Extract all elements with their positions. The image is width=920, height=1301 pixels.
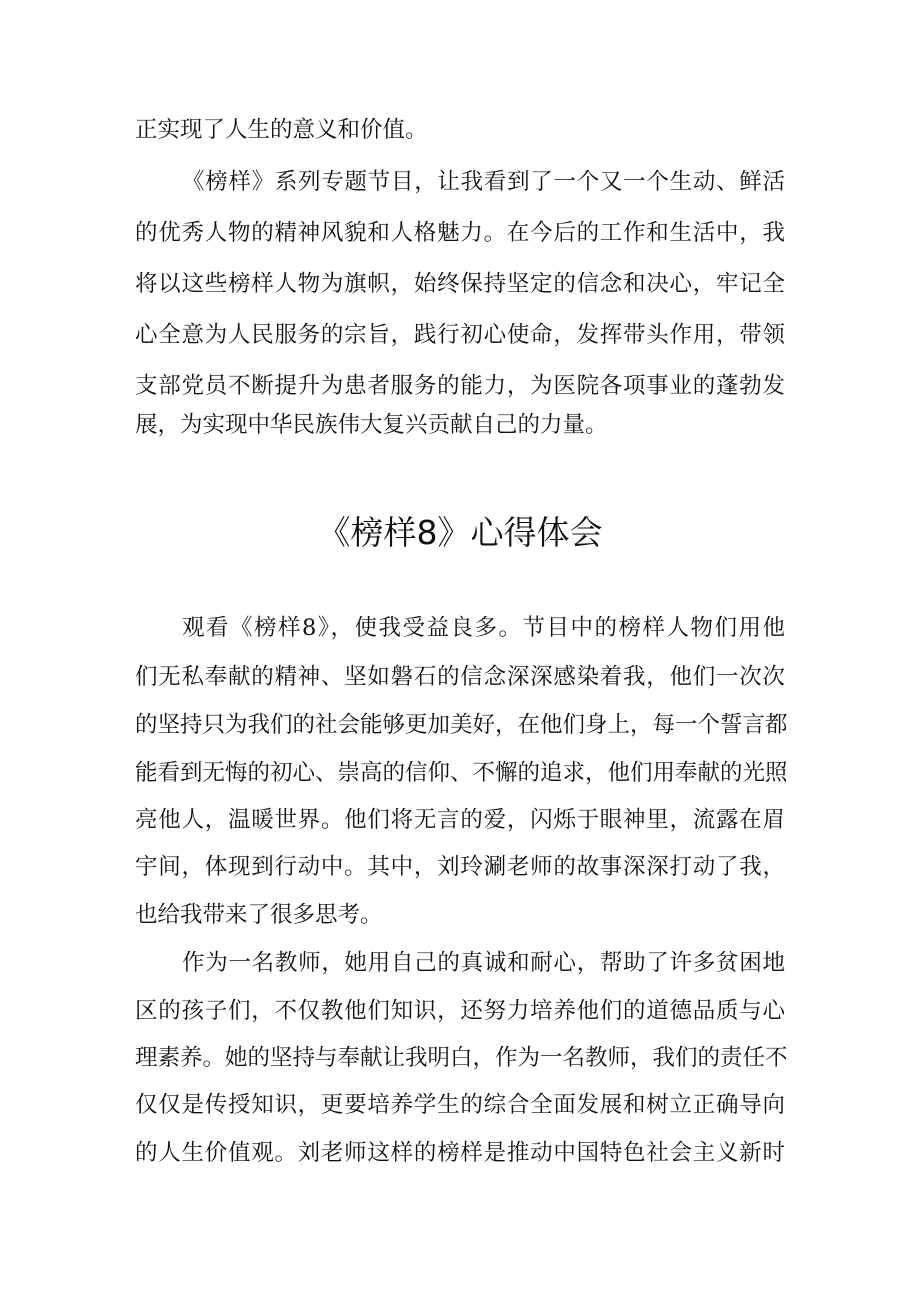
paragraph-line: 也给我带来了很多思考。 <box>135 902 383 928</box>
paragraph-line: 正实现了人生的意义和价值。 <box>135 117 428 143</box>
paragraph-line: 区的孩子们，不仅教他们知识，还努力培养他们的道德品质与心 <box>135 998 785 1024</box>
paragraph-line: 能看到无悔的初心、崇高的信仰、不懈的追求，他们用奉献的光照 <box>135 760 788 786</box>
paragraph-line: 观看《榜样8》，使我受益良多。节目中的榜样人物们用他 <box>182 615 785 641</box>
paragraph-line: 仅仅是传授知识，更要培养学生的综合全面发展和树立正确导向 <box>135 1092 785 1118</box>
paragraph-line: 们无私奉献的精神、坚如磐石的信念深深感染着我，他们一次次 <box>135 664 785 690</box>
paragraph-line: 心全意为人民服务的宗旨，践行初心使命，发挥带头作用，带领 <box>135 322 785 348</box>
paragraph-line: 展，为实现中华民族伟大复兴贡献自己的力量。 <box>135 412 608 438</box>
paragraph-line: 《榜样》系列专题节目，让我看到了一个又一个生动、鲜活 <box>182 169 785 195</box>
paragraph-line: 作为一名教师，她用自己的真诚和耐心，帮助了许多贫困地 <box>182 950 785 976</box>
paragraph-line: 宇间，体现到行动中。其中，刘玲涮老师的故事深深打动了我， <box>135 854 785 880</box>
paragraph-line: 亮他人，温暖世界。他们将无言的爱，闪烁于眼神里，流露在眉 <box>135 807 785 833</box>
paragraph-line: 支部党员不断提升为患者服务的能力，为医院各项事业的蓬勃发 <box>135 373 785 399</box>
paragraph-line: 的坚持只为我们的社会能够更加美好，在他们身上，每一个誓言都 <box>135 712 788 738</box>
page-title: 《榜样8》心得体会 <box>317 513 603 552</box>
paragraph-line: 将以这些榜样人物为旗帜，始终保持坚定的信念和决心，牢记全 <box>135 271 785 297</box>
paragraph-line: 的优秀人物的精神风貌和人格魅力。在今后的工作和生活中，我 <box>135 220 785 246</box>
paragraph-line: 的人生价值观。刘老师这样的榜样是推动中国特色社会主义新时 <box>135 1140 785 1166</box>
paragraph-line: 理素养。她的坚持与奉献让我明白，作为一名教师，我们的责任不 <box>135 1045 788 1071</box>
